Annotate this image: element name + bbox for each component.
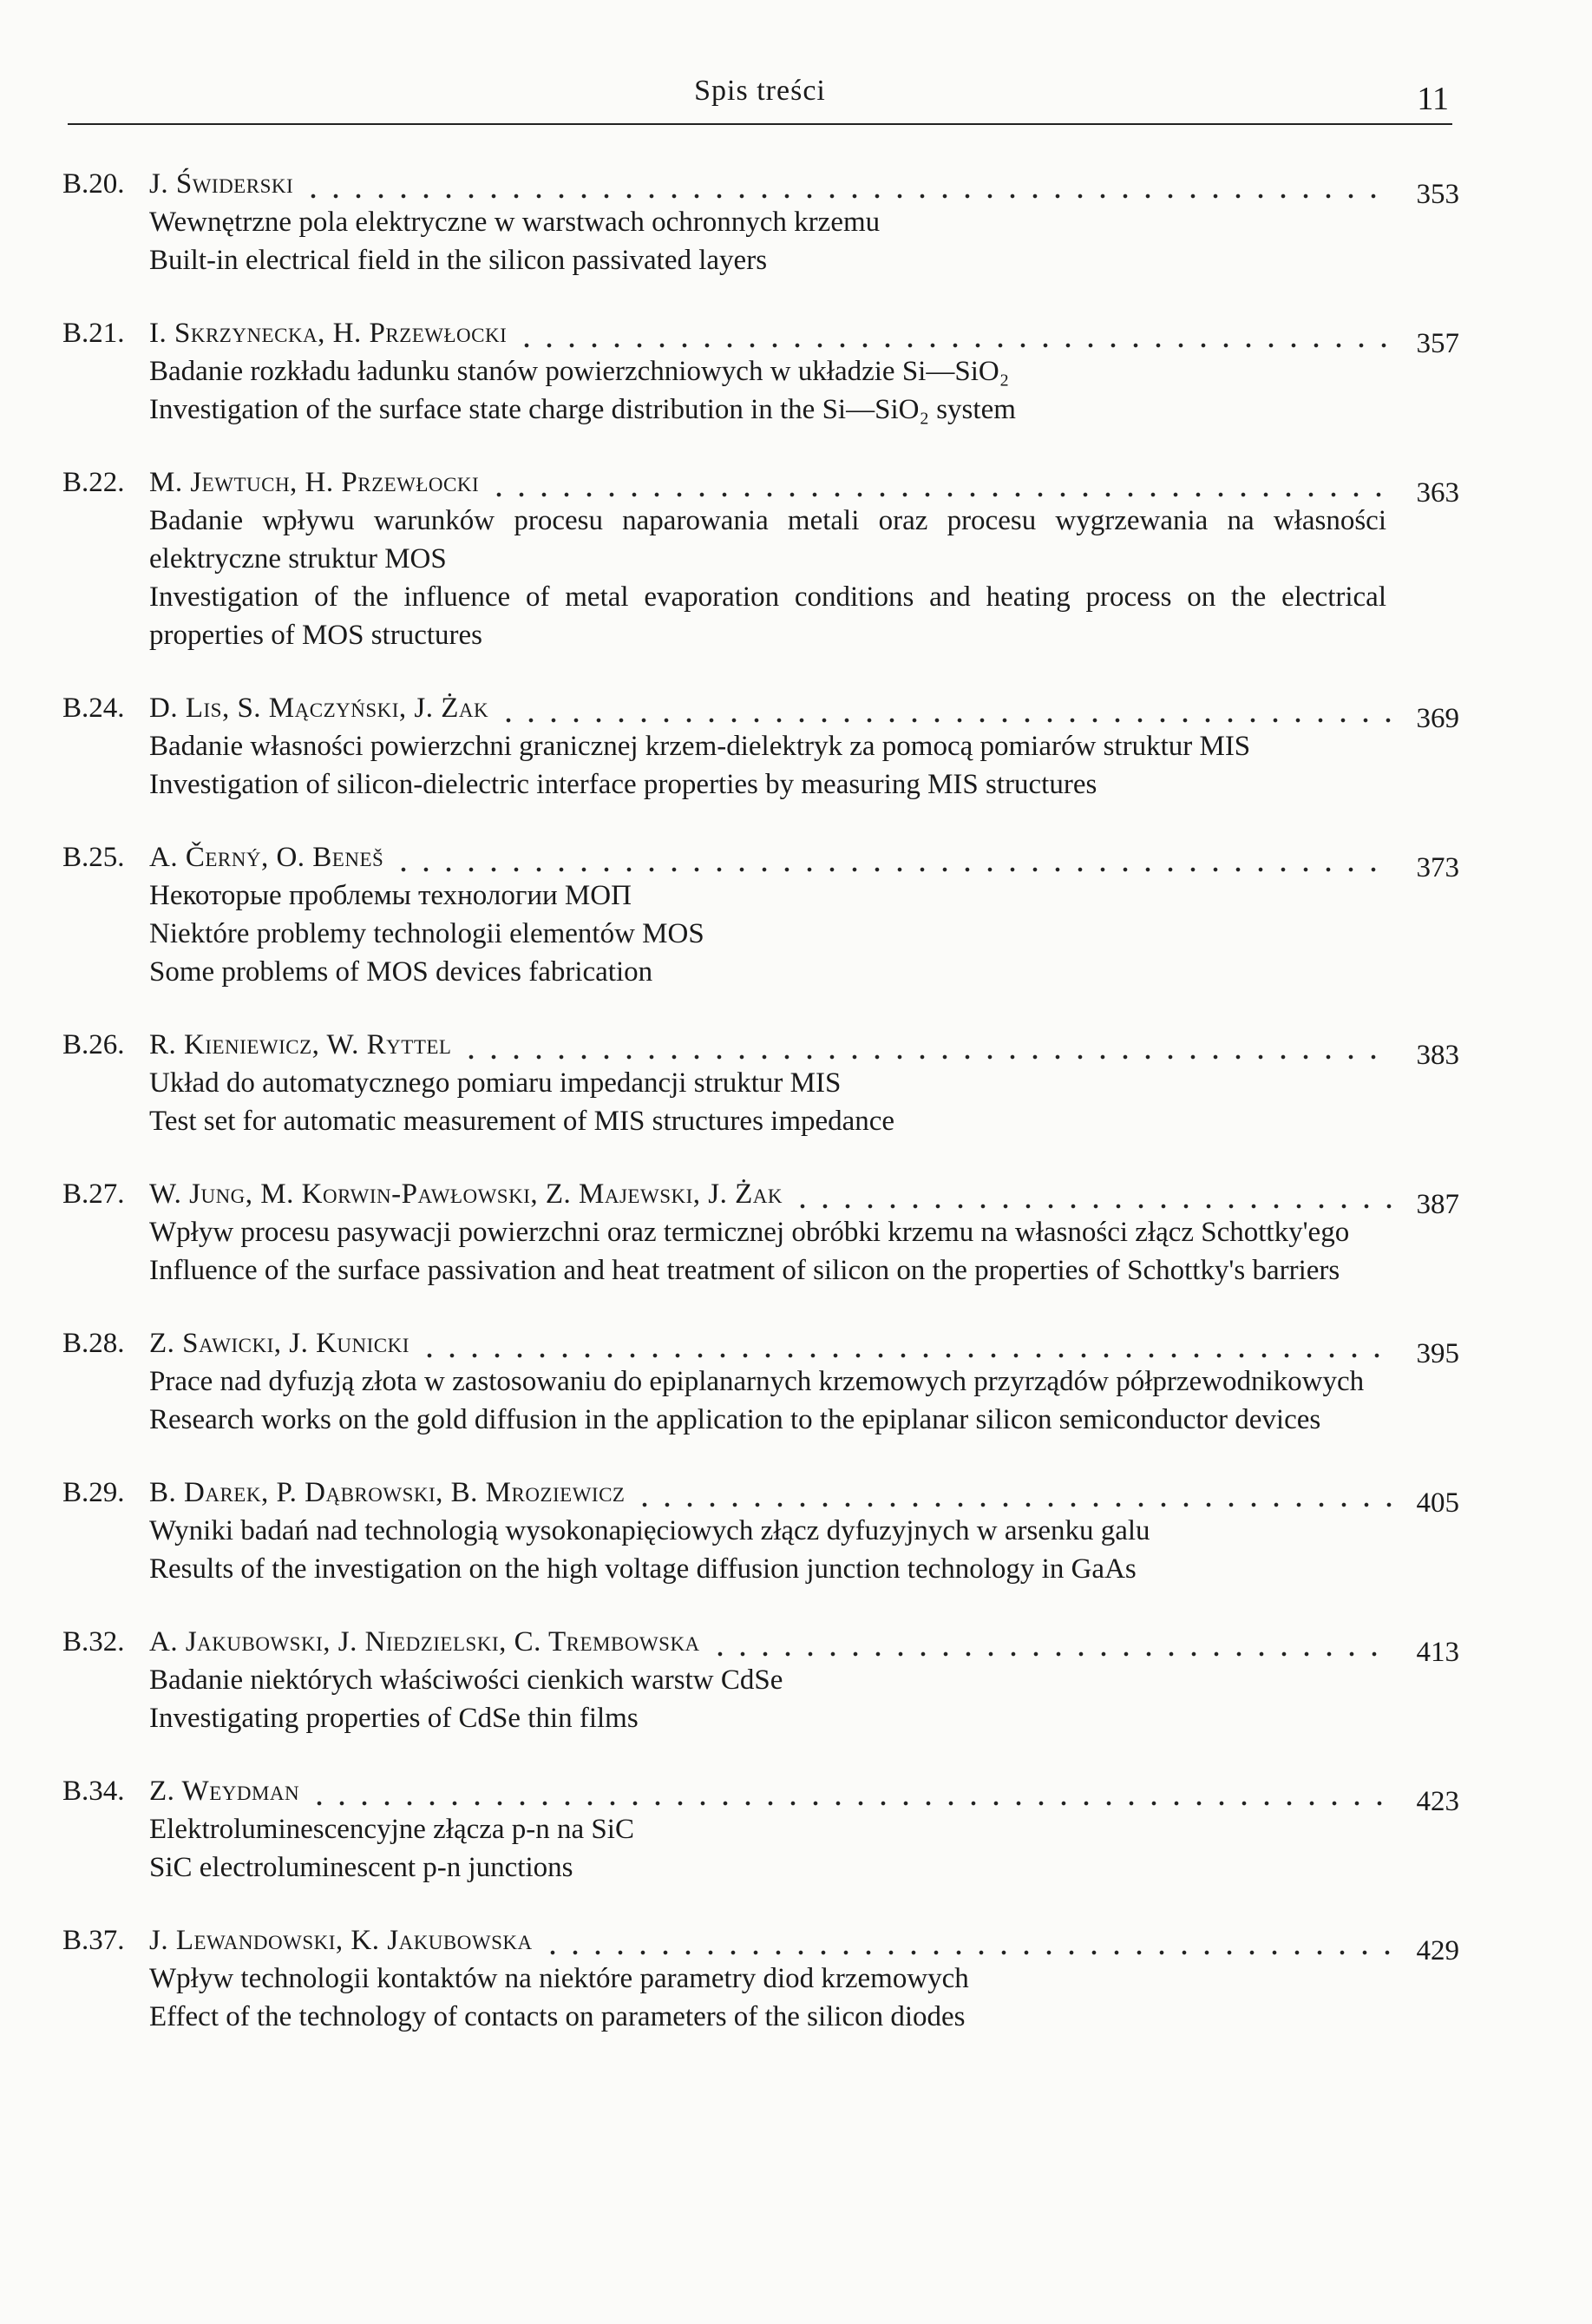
toc-entry xyxy=(62,689,1459,804)
entry-title-pl: Niektóre problemy technologii elementów MOS xyxy=(149,918,704,949)
toc-entry xyxy=(62,1772,1459,1887)
entry-title-pl: Prace nad dyfuzją złota w zastosowaniu do epiplanarnych krzemowych przyrządów półprzewodnikowych xyxy=(149,1366,1365,1397)
entry-authors: J. Świderski xyxy=(149,168,294,200)
entry-title-pl: Elektroluminescencyjne złącza p-n na SiC xyxy=(149,1814,634,1845)
entry-authors: Z. Sawicki, J. Kunicki xyxy=(149,1328,409,1359)
entry-authors: Z. Weydman xyxy=(149,1776,300,1807)
entry-number: B.28. xyxy=(62,1328,125,1359)
entry-title-pl: Badanie rozkładu ładunku stanów powierzchniowych w układzie Si—SiO₂ xyxy=(149,356,1010,387)
entry-heading xyxy=(149,1772,1459,1817)
entry-authors: R. Kieniewicz, W. Ryttel xyxy=(149,1029,452,1060)
entry-page-number: 373 xyxy=(1416,852,1459,883)
dot-leader xyxy=(541,1921,1392,1960)
entry-authors: A. Jakubowski, J. Niedzielski, C. Trembowska xyxy=(149,1626,700,1658)
running-header xyxy=(68,71,1452,125)
toc-entry xyxy=(62,838,1459,991)
toc-entry xyxy=(62,165,1459,279)
entry-page-number: 383 xyxy=(1416,1040,1459,1071)
toc-entry xyxy=(62,463,1459,654)
entry-number: B.37. xyxy=(62,1925,125,1956)
entry-authors: D. Lis, S. Mączyński, J. Żak xyxy=(149,693,489,724)
toc-entry xyxy=(62,1026,1459,1140)
dot-leader xyxy=(392,838,1392,876)
entry-title-en: Investigation of the influence of metal evaporation conditions and heating process on the electrical properties of MOS structures xyxy=(149,581,1386,651)
dot-leader xyxy=(791,1175,1392,1213)
entry-heading xyxy=(149,1324,1459,1369)
entry-page-number: 413 xyxy=(1416,1637,1459,1668)
entry-number: B.22. xyxy=(62,467,125,498)
entry-number: B.34. xyxy=(62,1776,125,1807)
entry-page-number: 429 xyxy=(1416,1935,1459,1966)
entry-title-en: Investigation of silicon-dielectric interface properties by measuring MIS structures xyxy=(149,769,1097,800)
toc-entry xyxy=(62,314,1459,429)
entry-number: B.26. xyxy=(62,1029,125,1060)
toc-entry xyxy=(62,1175,1459,1290)
entry-title-pl: Wewnętrzne pola elektryczne w warstwach ochronnych krzemu xyxy=(149,207,881,238)
entry-title-en: SiC electroluminescent p-n junctions xyxy=(149,1852,573,1883)
entry-title-en: Built-in electrical field in the silicon passivated layers xyxy=(149,245,768,276)
entry-authors: W. Jung, M. Korwin-Pawłowski, Z. Majewski, J. Żak xyxy=(149,1178,783,1210)
entry-page-number: 423 xyxy=(1416,1786,1459,1817)
page-number: 11 xyxy=(1417,81,1449,117)
entry-heading xyxy=(149,165,1459,210)
entry-number: B.29. xyxy=(62,1477,125,1508)
table-of-contents xyxy=(62,165,1459,2071)
toc-entry xyxy=(62,1474,1459,1588)
entry-number: B.24. xyxy=(62,693,125,724)
entry-number: B.32. xyxy=(62,1626,125,1658)
dot-leader xyxy=(302,165,1392,203)
entry-title-pl: Wpływ procesu pasywacji powierzchni oraz termicznej obróbki krzemu na własności złącz Schottky'ego xyxy=(149,1217,1350,1248)
entry-page-number: 353 xyxy=(1416,179,1459,210)
entry-page-number: 395 xyxy=(1416,1338,1459,1369)
entry-heading xyxy=(149,1623,1459,1668)
toc-entry xyxy=(62,1623,1459,1737)
dot-leader xyxy=(497,689,1392,727)
entry-title-pl: Badanie własności powierzchni granicznej krzem-dielektryk za pomocą pomiarów struktur MIS xyxy=(149,731,1251,762)
entry-title-en: Influence of the surface passivation and heat treatment of silicon on the properties of Schottky's barriers xyxy=(149,1255,1340,1286)
entry-heading xyxy=(149,463,1459,509)
entry-heading xyxy=(149,1921,1459,1966)
entry-page-number: 405 xyxy=(1416,1487,1459,1519)
entry-number: B.21. xyxy=(62,318,125,349)
entry-page-number: 387 xyxy=(1416,1189,1459,1220)
entry-title-en: Investigation of the surface state charge distribution in the Si—SiO₂ system xyxy=(149,394,1016,425)
entry-authors: I. Skrzynecka, H. Przewłocki xyxy=(149,318,508,349)
dot-leader xyxy=(460,1026,1392,1064)
entry-number: B.27. xyxy=(62,1178,125,1210)
dot-leader xyxy=(488,463,1392,502)
dot-leader xyxy=(308,1772,1392,1810)
entry-page-number: 363 xyxy=(1416,477,1459,509)
entry-title-en: Test set for automatic measurement of MIS structures impedance xyxy=(149,1106,895,1137)
toc-entry xyxy=(62,1324,1459,1439)
dot-leader xyxy=(418,1324,1392,1362)
entry-heading xyxy=(149,314,1459,359)
dot-leader xyxy=(515,314,1392,352)
entry-authors: M. Jewtuch, H. Przewłocki xyxy=(149,467,480,498)
toc-entry xyxy=(62,1921,1459,2036)
entry-number: B.20. xyxy=(62,168,125,200)
entry-title-pl: Układ do automatycznego pomiaru impedancji struktur MIS xyxy=(149,1067,842,1099)
entry-authors: A. Černý, O. Beneš xyxy=(149,842,384,873)
header-title: Spis treści xyxy=(694,75,826,107)
entry-title-en: Investigating properties of CdSe thin films xyxy=(149,1703,639,1734)
entry-page-number: 357 xyxy=(1416,328,1459,359)
dot-leader xyxy=(709,1623,1392,1661)
entry-title-en: Effect of the technology of contacts on parameters of the silicon diodes xyxy=(149,2001,966,2032)
entry-authors: J. Lewandowski, K. Jakubowska xyxy=(149,1925,533,1956)
entry-number: B.25. xyxy=(62,842,125,873)
entry-heading xyxy=(149,1474,1459,1519)
entry-heading xyxy=(149,1175,1459,1220)
entry-title-ru: Некоторые проблемы технологии МОП xyxy=(149,880,632,911)
entry-title-en: Research works on the gold diffusion in the application to the epiplanar silicon semiconductor devices xyxy=(149,1404,1321,1435)
entry-title-en: Results of the investigation on the high voltage diffusion junction technology in GaAs xyxy=(149,1553,1137,1585)
entry-heading xyxy=(149,1026,1459,1071)
entry-title-pl: Wyniki badań nad technologią wysokonapięciowych złącz dyfuzyjnych w arsenku galu xyxy=(149,1515,1150,1546)
entry-page-number: 369 xyxy=(1416,703,1459,734)
entry-title-pl: Badanie niektórych właściwości cienkich warstw CdSe xyxy=(149,1664,783,1696)
entry-title-pl: Wpływ technologii kontaktów na niektóre parametry diod krzemowych xyxy=(149,1963,969,1994)
entry-heading xyxy=(149,838,1459,883)
entry-heading xyxy=(149,689,1459,734)
entry-title-pl: Badanie wpływu warunków procesu naparowania metali oraz procesu wygrzewania na własności elektryczne struktur MOS xyxy=(149,505,1386,574)
entry-title-en: Some problems of MOS devices fabrication xyxy=(149,956,653,988)
entry-authors: B. Darek, P. Dąbrowski, B. Mroziewicz xyxy=(149,1477,626,1508)
dot-leader xyxy=(633,1474,1392,1512)
